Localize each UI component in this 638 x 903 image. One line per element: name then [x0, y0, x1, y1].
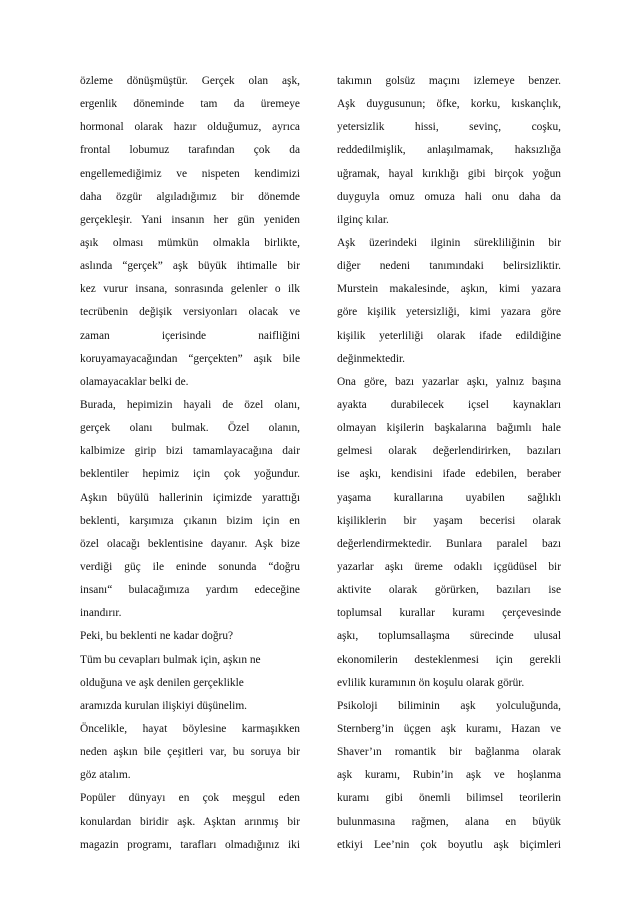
text-line: kuramı gibi önemli bilimsel teorilerin	[337, 792, 561, 805]
text-line: değinmektedir.	[337, 352, 406, 365]
text-line: Popüler dünyayı en çok meşgul eden	[80, 792, 300, 805]
text-line: reddedilmişlik, anlaşılmamak, haksızlığa	[337, 144, 561, 157]
text-line: olduğuna ve aşk denilen gerçeklikle	[80, 676, 244, 689]
text-line: hormonal olarak hazır olduğumuz, ayrıca	[80, 121, 300, 134]
text-line: verdiği güç ile eninde sonunda “doğru	[80, 560, 300, 573]
text-line: daha özgür algıladığımız bir dönemde	[80, 190, 300, 203]
text-line: olmayan kişilerin başkalarına bağımlı hale	[337, 422, 561, 435]
text-line: ekonomilerin desteklenmesi için gerekli	[337, 653, 561, 666]
text-line: aramızda kurulan ilişkiyi düşünelim.	[80, 699, 248, 712]
text-line: özleme dönüşmüştür. Gerçek olan aşk,	[80, 75, 300, 87]
text-line: aktivite olarak görürken, bazıları ise	[337, 584, 561, 597]
text-line: beklenti, karşımıza çıkanın bizim için en	[80, 514, 300, 527]
text-line: Tüm bu cevapları bulmak için, aşkın ne	[80, 653, 261, 666]
text-line: gerçekleşir. Yani insanın her gün yeniden	[80, 213, 300, 226]
text-line: beklentiler hepimiz için çok yoğundur.	[80, 468, 300, 481]
text-line: Shaver’ın romantik bir bağlanma olarak	[337, 746, 561, 759]
text-line: göz atalım.	[80, 769, 131, 782]
right-text-column	[337, 70, 561, 857]
text-line: ayakta durabilecek içsel kaynakları	[337, 398, 561, 411]
text-line: konulardan biridir aşk. Aşktan arınmış bir	[80, 815, 300, 828]
text-line: yazarlar aşkı üreme odaklı içgüdüsel bir	[337, 560, 561, 573]
text-line: Peki, bu beklenti ne kadar doğru?	[80, 630, 234, 643]
text-line: duyguyla omuz omuza hali onu daha da	[337, 190, 561, 203]
text-line: kalbimize girip bizi tamamlayacağına dair	[80, 445, 300, 458]
text-line: Aşkın büyülü hallerinin içimizde yarattığı	[80, 491, 300, 504]
text-line: koruyamayacağından “gerçekten” aşık bile	[80, 352, 300, 365]
text-line: kişiliklerin bir yaşam becerisi olarak	[337, 514, 561, 527]
text-line: etkiyi Lee’nin çok boyutlu aşk biçimleri	[337, 838, 561, 851]
text-line: olamayacaklar belki de.	[80, 375, 189, 388]
text-line: zaman içerisinde naifliğini	[80, 329, 300, 342]
text-line: tecrübenin değişik versiyonları olacak ve	[80, 306, 300, 319]
text-line: Burada, hepimizin hayali de özel olanı,	[80, 398, 300, 411]
text-line: diğer nedeni tanımındaki belirsizliktir.	[337, 260, 561, 273]
text-line: ise aşkı, kendisini ifade edebilen, beraber	[337, 468, 561, 481]
text-line: Aşk üzerindeki ilginin sürekliliğinin bir	[337, 236, 561, 249]
text-line: Murstein makalesinde, aşkın, kimi yazara	[337, 283, 561, 296]
text-line: takımın golsüz maçını izlemeye benzer.	[337, 75, 561, 87]
text-line: aşkı, toplumsallaşma sürecinde ulusal	[337, 630, 561, 643]
text-line: bulunmasına rağmen, alana en büyük	[337, 815, 561, 828]
left-text-column	[80, 70, 300, 857]
text-line: engellemediğimiz ve nispeten kendimizi	[80, 167, 300, 180]
text-line: gerçek olanı bulmak. Özel olanın,	[80, 422, 300, 435]
text-line: ergenlik döneminde tam da üremeye	[80, 98, 300, 111]
text-line: aslında “gerçek” aşk büyük ihtimalle bir	[80, 260, 300, 273]
text-line: yaşama kurallarına uyabilen sağlıklı	[337, 491, 561, 504]
text-line: toplumsal kurallar kuramı çerçevesinde	[337, 607, 561, 620]
text-line: kişilik yeterliliği olarak ifade edildiğine	[337, 329, 561, 342]
text-line: frontal lobumuz tarafından çok da	[80, 144, 300, 157]
text-line: Ona göre, bazı yazarlar aşkı, yalnız başına	[337, 375, 561, 388]
text-line: insanı“ bulacağımıza yardım edeceğine	[80, 584, 300, 597]
text-line: Öncelikle, hayat böylesine karmaşıkken	[80, 722, 300, 735]
text-line: neden aşkın bile çeşitleri var, bu soruya bir	[80, 746, 300, 759]
text-line: değerlendirmektedir. Bunlara paralel bazı	[337, 537, 561, 550]
text-line: evlilik kuramının ön koşulu olarak görür.	[337, 676, 525, 689]
text-line: aşık olması mümkün olmakla birlikte,	[80, 236, 300, 249]
text-line: uğramak, hayal kırıklığı gibi birçok yoğun	[337, 167, 561, 180]
text-line: Aşk duygusunun; öfke, korku, kıskançlık,	[337, 98, 561, 111]
text-line: özel olacağı beklentisine dayanır. Aşk bize	[80, 537, 300, 550]
text-line: ilginç kılar.	[337, 213, 389, 226]
text-line: yetersizlik hissi, sevinç, coşku,	[337, 121, 561, 134]
text-line: kez vurur insana, sonrasında gelenler o ilk	[80, 283, 300, 296]
text-line: aşk kuramı, Rubin’in aşk ve hoşlanma	[337, 769, 561, 782]
text-line: Psikoloji biliminin aşk yolculuğunda,	[337, 699, 561, 712]
text-line: gelmesi olarak değerlendirirken, bazıları	[337, 445, 561, 458]
text-line: Sternberg’in üçgen aşk kuramı, Hazan ve	[337, 722, 561, 735]
text-line: inandırır.	[80, 607, 122, 620]
text-line: göre kişilik yetersizliği, kimi yazara göre	[337, 306, 561, 319]
text-line: magazin programı, tarafları olmadığınız iki	[80, 838, 300, 851]
